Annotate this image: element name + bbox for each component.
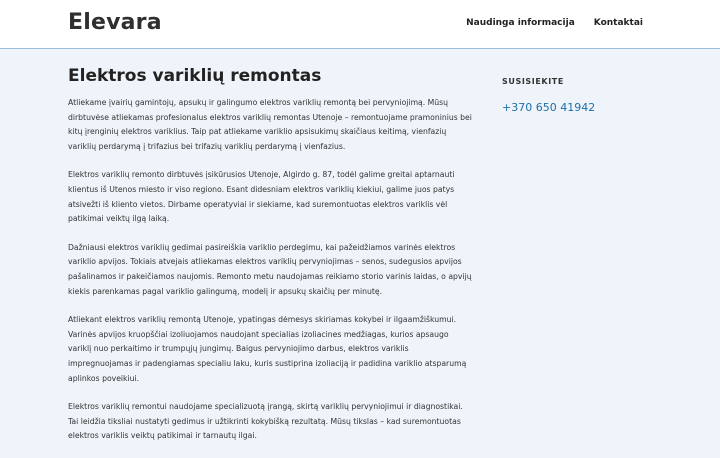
content-paragraph: Elektros variklių remonto dirbtuvės įsikūrusios Utenoje, Algirdo g. 87, todėl galime greitai aptarnauti klientus iš Utenos miesto ir viso regiono. Esant didesniam elektros variklių kiekiui, galime juos patys atsivežti iš kliento vietos. Dirbame operatyviai ir siekiame, kad suremontuotas elektros variklis vėl patikimai veiktų ilgą laiką. [68, 170, 455, 224]
main-content [68, 66, 473, 458]
phone-link[interactable]: +370 650 41942 [502, 101, 596, 114]
content-paragraph: Elektros variklių remontui naudojame specializuotą įrangą, skirtą variklių pervyniojimui ir diagnostikai. Tai leidžia tiksliai nustatyti gedimus ir užtikrinti kokybišką rezultatą. Mūsų tikslas – kad suremontuotas elektros variklis veiktų patikimai ir tarnautų ilgai. [68, 402, 463, 441]
main-nav [466, 18, 643, 28]
content-paragraph: Dažniausi elektros variklių gedimai pasireiškia variklio perdegimu, kai pažeidžiamos varinės elektros variklio apvijos. Tokiais atvejais atliekamas elektros variklių pervyniojimas – senos, sudegusios apvijos pašalinamos ir pakeičiamos naujomis. Remonto metu naudojamas reikiamo storio varinis laidas, o apvijų kiekis parenkamas pagal variklio galingumą, modelį ir apsukų skaičių per minutę. [68, 242, 472, 296]
site-logo[interactable]: Elevara [68, 10, 162, 35]
site-header [0, 0, 720, 49]
nav-link-kontaktai[interactable]: Kontaktai [593, 18, 643, 28]
content-paragraph: Atliekant elektros variklių remontą Utenoje, ypatingas dėmesys skiriamas kokybei ir ilgaamžiškumui. Varinės apvijos kruopščiai izoliuojamos naudojant specialias izoliacines medžiagas, kurios apsaugo variklį nuo perkaitimo ir trumpųjų jungimų. Baigus pervyniojimo darbus, elektros variklis impregnuojamas ir padengiamas specialiu laku, kuris sustiprina izoliaciją ir padidina variklio atsparumą aplinkos poveikiui. [68, 315, 467, 383]
sidebar-heading: SUSISIEKITE [502, 77, 564, 86]
contact-sidebar [502, 77, 652, 115]
content-paragraph: Atliekame įvairių gamintojų, apsukų ir galingumo elektros variklių remontą bei pervyniojimą. Mūsų dirbtuvėse atliekamas profesionalus elektros variklių remontas Utenoje – remontuojame pramoninius bei kitų įrenginių elektros variklius. Taip pat atliekame variklio apsisukimų skaičiaus keitimą, vienfazių variklių perdarymą į trifazius bei trifazių variklių perdarymą į vienfazius. [68, 98, 472, 151]
nav-link-naudinga-informacija[interactable]: Naudinga informacija [466, 18, 575, 28]
page-title: Elektros variklių remontas [68, 66, 322, 86]
